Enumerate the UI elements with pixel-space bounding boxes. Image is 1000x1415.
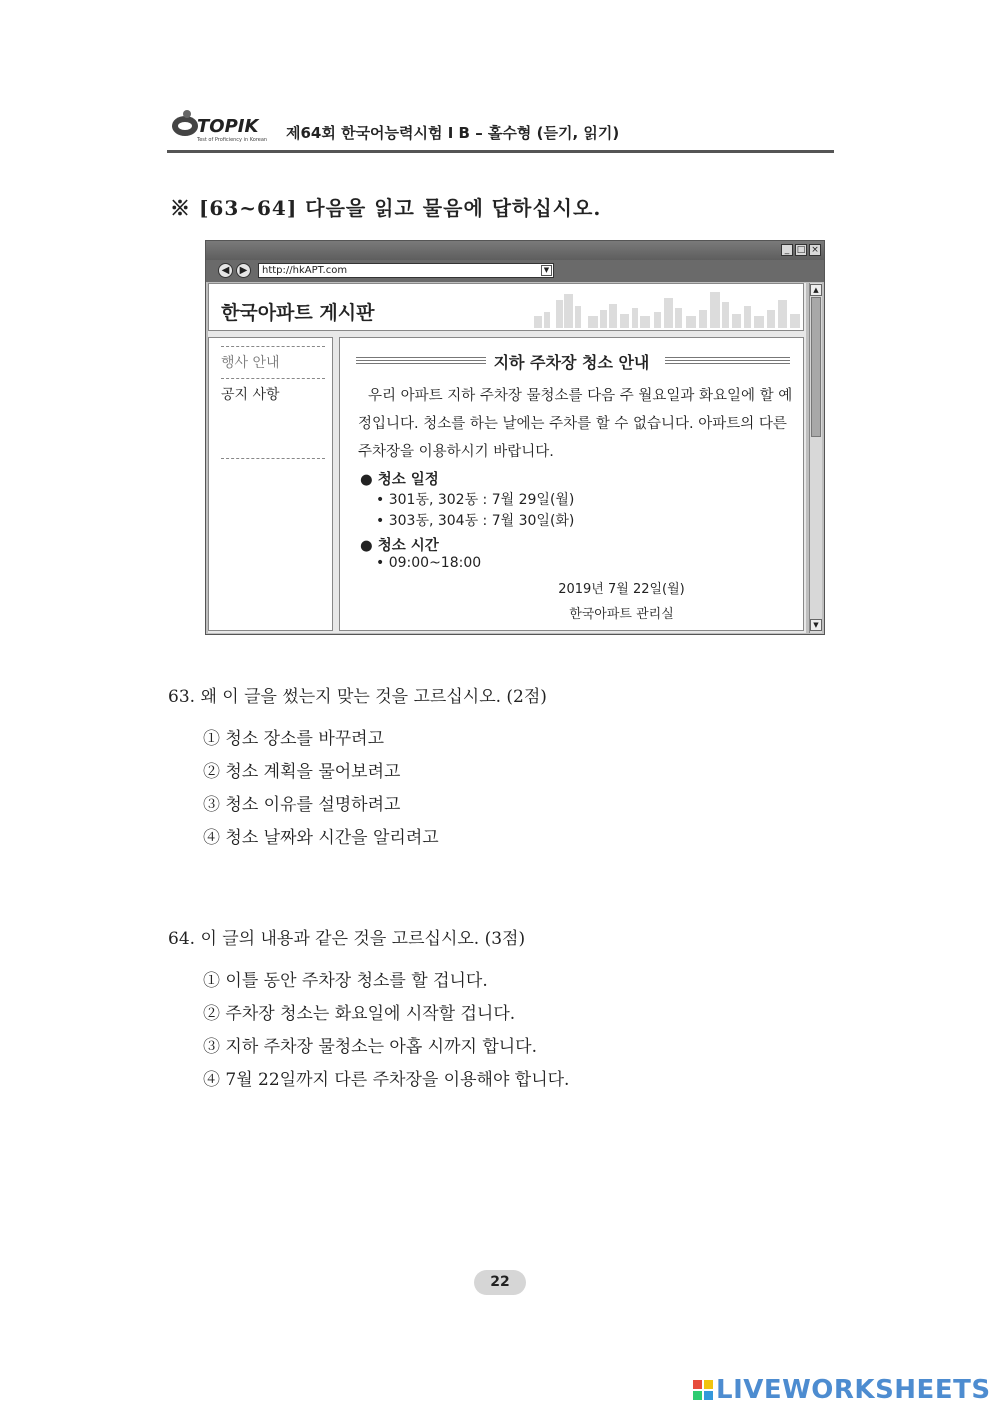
svg-text:TOPIK: TOPIK [197,116,259,137]
minimize-icon[interactable]: _ [781,244,793,256]
choice-64-3[interactable]: ③ 지하 주차장 물청소는 아홉 시까지 합니다. [203,1037,538,1057]
sidebar-item-notices[interactable]: 공지 사항 [221,387,280,403]
liveworksheets-icon [693,1380,713,1400]
question-63: 63. 왜 이 글을 썼는지 맞는 것을 고르십시오. (2점) [168,687,547,707]
choice-63-2[interactable]: ② 청소 계획을 물어보려고 [203,762,401,782]
page-number: 22 [474,1270,526,1295]
exam-title: 제64회 한국어능력시험 Ⅰ B – 홀수형 (듣기, 읽기) [286,124,620,142]
browser-window [205,240,825,635]
choice-64-4[interactable]: ④ 7월 22일까지 다른 주차장을 이용해야 합니다. [203,1070,570,1090]
forward-icon[interactable]: ▶ [236,263,251,278]
chevron-down-icon[interactable]: ▼ [541,265,552,276]
notice-signature: 한국아파트 관리실 [569,607,674,622]
choice-63-3[interactable]: ③ 청소 이유를 설명하려고 [203,795,401,815]
sidebar-item-events[interactable]: 행사 안내 [221,355,280,371]
instruction: ※ [63~64] 다음을 읽고 물음에 답하십시오. [170,196,602,220]
page-content [208,283,806,633]
choice-63-4[interactable]: ④ 청소 날짜와 시간을 알리려고 [203,828,439,848]
header-divider [167,150,834,153]
svg-text:Test of Proficiency in Korean: Test of Proficiency in Korean [197,137,268,143]
divider [221,458,325,459]
schedule-item: • 301동, 302동 : 7월 29일(월) [376,492,575,508]
time-heading: ● 청소 시간 [360,538,439,554]
back-icon[interactable]: ◀ [218,263,233,278]
schedule-item: • 303동, 304동 : 7월 30일(화) [376,513,575,529]
city-skyline-icon [534,286,802,328]
scrollbar[interactable] [809,283,822,633]
scroll-up-icon[interactable]: ▲ [810,284,822,296]
address-bar [206,260,824,282]
topik-logo [167,108,287,148]
divider [221,378,325,379]
notice-title: 지하 주차장 청소 안내 [493,353,650,372]
divider [221,346,325,347]
time-item: • 09:00~18:00 [376,555,482,571]
browser-titlebar [206,241,824,260]
question-64: 64. 이 글의 내용과 같은 것을 고르십시오. (3점) [168,929,526,949]
board-header [208,283,804,331]
notice-date: 2019년 7월 22일(월) [558,582,685,597]
maximize-icon[interactable]: □ [796,245,806,255]
liveworksheets-logo: LIVEWORKSHEETS [716,1375,991,1405]
notice-panel [339,337,804,631]
sidebar [208,337,333,631]
board-title: 한국아파트 게시판 [221,302,375,324]
notice-body: 우리 아파트 지하 주차장 물청소를 다음 주 월요일과 화요일에 할 예정입니다. 청소를 하는 날에는 주차를 할 수 없습니다. 아파트의 다른 주차장을 이용하시기 바랍니다. [358,388,793,460]
choice-63-1[interactable]: ① 청소 장소를 바꾸려고 [203,729,385,749]
choice-64-2[interactable]: ② 주차장 청소는 화요일에 시작할 겁니다. [203,1004,516,1024]
schedule-heading: ● 청소 일정 [360,472,439,488]
scroll-down-icon[interactable]: ▼ [810,619,822,631]
scroll-thumb[interactable] [811,297,821,437]
url-input[interactable] [258,263,554,278]
url-text: http://hkAPT.com [262,265,348,276]
close-icon[interactable]: × [809,244,821,256]
choice-64-1[interactable]: ① 이틀 동안 주차장 청소를 할 겁니다. [203,971,488,991]
